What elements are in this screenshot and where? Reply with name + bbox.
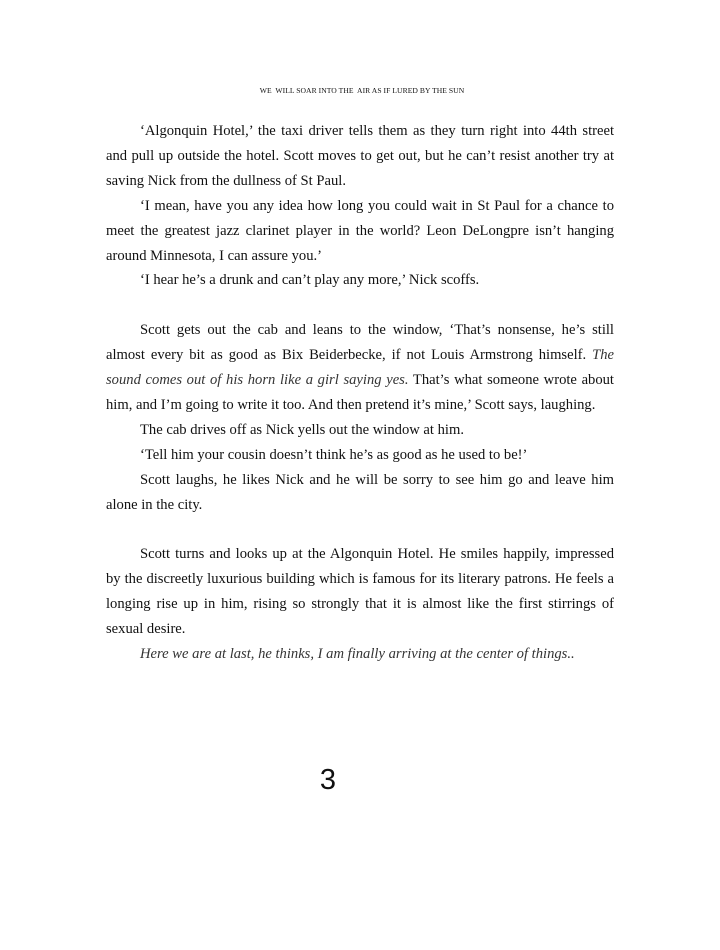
paragraph bbox=[106, 443, 614, 468]
paragraph-text: ‘I hear he’s a drunk and can’t play any more,’ Nick scoffs. bbox=[140, 272, 480, 289]
paragraph-text: Scott laughs, he likes Nick and he will be sorry to see him go and leave him alone in the city. bbox=[106, 471, 614, 513]
running-header: WE WILL SOAR INTO THE AIR AS IF LURED BY THE SUN bbox=[259, 86, 465, 95]
paragraph bbox=[106, 642, 614, 667]
paragraph bbox=[106, 268, 614, 293]
paragraph bbox=[106, 194, 614, 269]
paragraph bbox=[106, 542, 614, 642]
paragraph bbox=[106, 119, 614, 194]
paragraph-text: The cab drives off as Nick yells out the window at him. bbox=[140, 421, 464, 438]
paragraph-text: ‘Algonquin Hotel,’ the taxi driver tells them as they turn right into 44th street and pull up outside the hotel. Scott moves to get out, but he can’t resist another try at saving Nick from the dullness of St Paul. bbox=[106, 123, 614, 189]
page-number: 3 bbox=[319, 764, 337, 796]
italic-thought-text: Here we are at last, he thinks, I am finally arriving at the center of things.. bbox=[140, 646, 575, 662]
blank-line bbox=[106, 517, 614, 542]
paragraph-text: ‘Tell him your cousin doesn’t think he’s as good as he used to be!’ bbox=[140, 446, 528, 463]
paragraph-text: Scott gets out the cab and leans to the window, ‘That’s nonsense, he’s still almost every bit as good as Bix Beiderbecke, if not Louis Armstrong himself. bbox=[106, 322, 614, 364]
quoted-italic-text: The sound comes out of his horn like a girl saying yes. bbox=[106, 347, 614, 389]
paragraph bbox=[106, 418, 614, 443]
paragraph-text: ‘I mean, have you any idea how long you could wait in St Paul for a chance to meet the greatest jazz clarinet player in the world? Leon DeLongpre isn’t hanging around Minnesota, I can assure you.’ bbox=[106, 197, 614, 264]
paragraph-text: Scott turns and looks up at the Algonquin Hotel. He smiles happily, impressed by the discreetly luxurious building which is famous for its literary patrons. He feels a longing rise up in him, rising so strongly that it is almost like the first stirrings of sexual desire. bbox=[106, 546, 614, 638]
paragraph bbox=[106, 318, 614, 418]
blank-line bbox=[106, 293, 614, 318]
body-text bbox=[106, 119, 614, 667]
paragraph-text: That’s what someone wrote about him, and I’m going to write it too. And then pretend it’s mine,’ Scott says, laughing. bbox=[106, 372, 614, 413]
paragraph bbox=[106, 468, 614, 518]
